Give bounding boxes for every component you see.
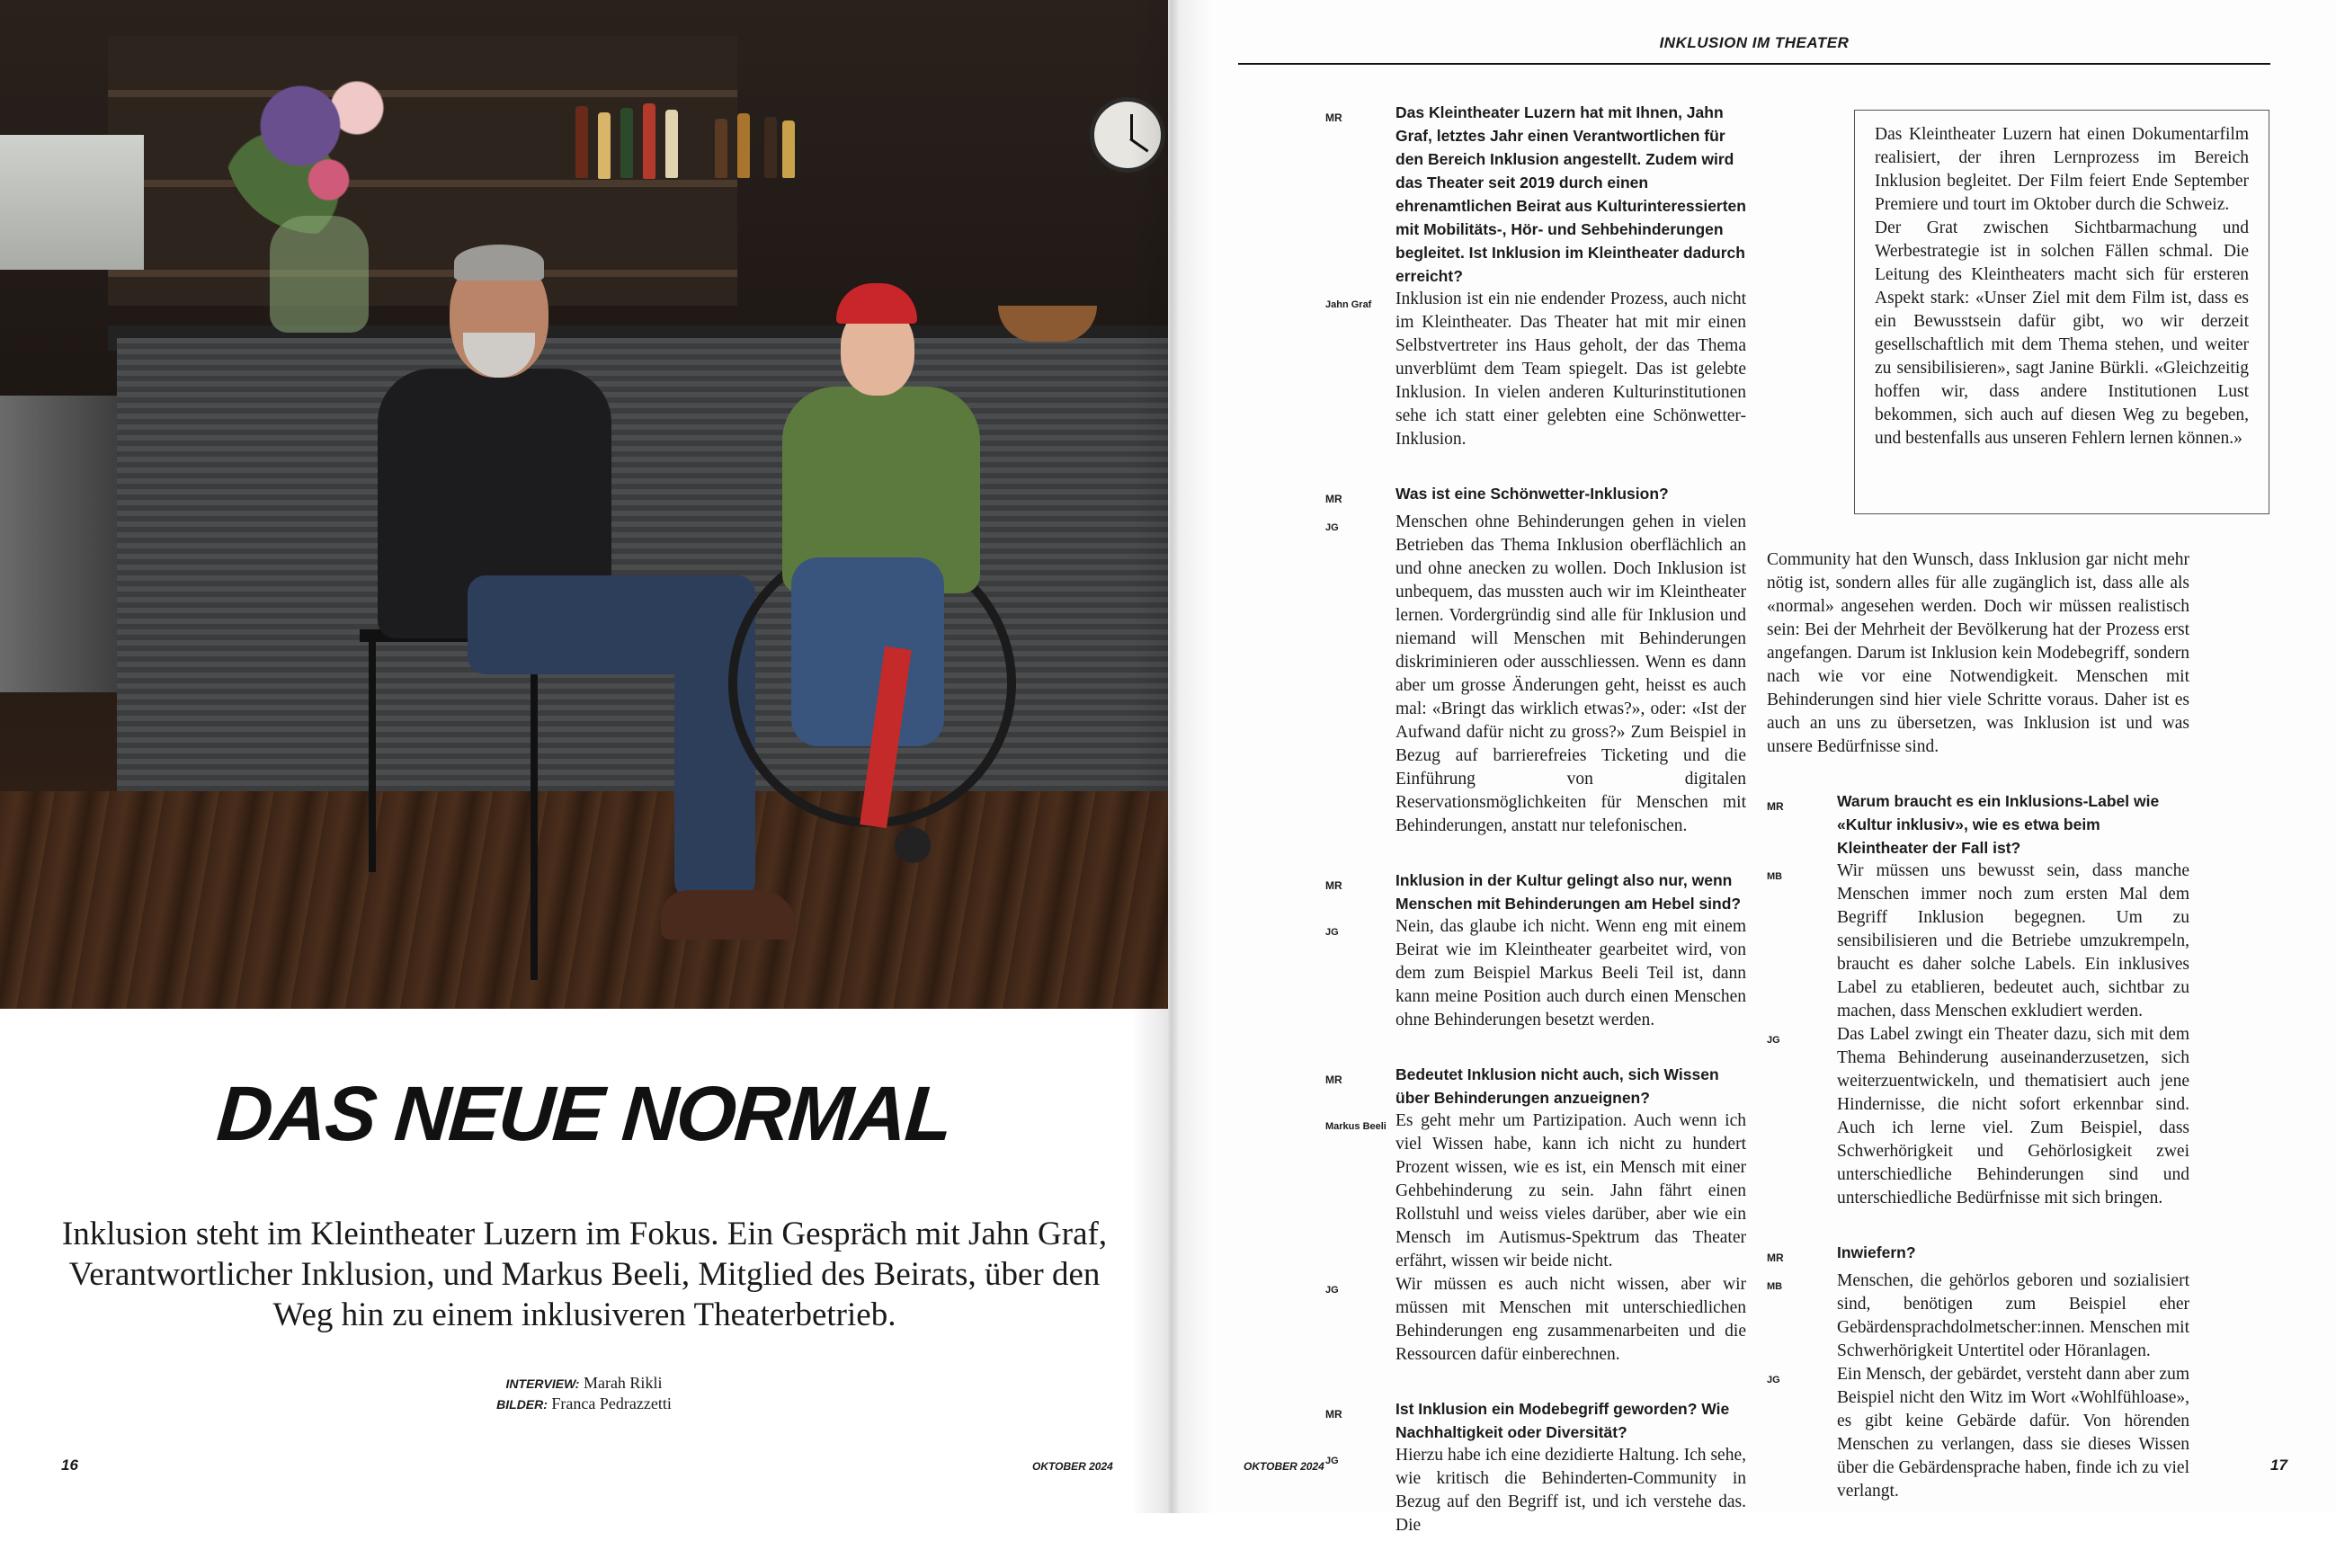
question-text: Ist Inklusion ein Modebegriff geworden? Wie Nachhaltigkeit oder Diversität? (1395, 1400, 1730, 1441)
running-head: INKLUSION IM THEATER (1659, 34, 1850, 51)
qa-block (1325, 482, 1746, 838)
interview-column-1 (1325, 101, 1746, 1568)
speaker-label: JG (1325, 1285, 1339, 1296)
question (1325, 869, 1746, 915)
qa-block (1767, 1241, 2189, 1503)
speaker-label: Jahn Graf (1325, 299, 1372, 310)
speaker-label: JG (1325, 927, 1339, 938)
speaker-label: MR (1325, 1074, 1342, 1086)
qa-block (1767, 789, 2189, 1210)
qa-block (1325, 1397, 1746, 1537)
continuation-paragraph: Community hat den Wunsch, dass Inklusion gar nicht mehr nötig ist, sondern alles für alle zugänglich ist, dass alle als «normal» angesehen werden. Doch wir müssen realistisch sein: Bei der Mehrheit der Bevölkerung hat der Prozess erst angefangen. Darum ist Inklusion kein Modebegriff, sondern nach wie vor eine Notwendigkeit. Menschen mit Behinderungen sind hier viele Schritte voraus. Daher ist es auch an uns zu übersetzen, was Inklusion ist und was unsere Bedürfnisse sind. (1767, 550, 2189, 756)
person-left-shoe (661, 890, 796, 940)
question (1767, 789, 2189, 860)
answer (1767, 1023, 2189, 1210)
speaker-label: MR (1325, 493, 1342, 505)
glass-vase (270, 216, 369, 333)
qa-block (1325, 101, 1746, 451)
answer-text: Wir müssen es auch nicht wissen, aber wir müssen mit Menschen mit unterschiedlichen Behinderungen eng zusammenarbeiten und die Ressourcen dafür einberechnen. (1395, 1275, 1746, 1364)
speaker-label: MR (1767, 1252, 1784, 1264)
answer-text: Es geht mehr um Partizipation. Auch wenn ich viel Wissen habe, kann ich nicht zu hundert Prozent wissen, wie es ist, ein Mensch mit einer Gehbehinderung zu sein. Jahn fährt einen Rollstuhl und weiss vieles darüber, aber wie ein Mensch im Autismus-Spektrum das Theater erfährt, wissen wir beide nicht. (1395, 1111, 1746, 1270)
photographer-name: Franca Pedrazzetti (551, 1394, 672, 1412)
qa-block (1325, 869, 1746, 1032)
window (0, 135, 144, 270)
page-number-right: 17 (2270, 1457, 2287, 1474)
sidebar-paragraph: Das Kleintheater Luzern hat einen Dokumentarfilm realisiert, der ihren Lernprozess im Bereich Inklusion begleitet. Der Film feiert Ende September Premiere und tourt im Oktober durch die Schweiz. (1875, 125, 2249, 214)
answer-text: Hierzu habe ich eine dezidierte Haltung. Ich sehe, wie kritisch die Behinderten-Community in Bezug auf den Begriff ist, und ich verstehe das. Die (1395, 1446, 1746, 1535)
sidebar-paragraph: Der Grat zwischen Sichtbarmachung und Werbestrategie ist in solchen Fällen schmal. Die Leitung des Kleintheaters macht sich für ersteren Aspekt stark: «Unser Ziel mit dem Film ist, dass es ein Bewusstsein dafür gibt, wo wir derzeit gesellschaftlich mit dem Thema stehen, und weiter zu sensibilisieren», sagt Janine Bürkli. «Gleichzeitig hoffen wir, dass andere Institutionen Lust bekommen, sich auch auf diesen Weg zu begeben, und bestenfalls aus unseren Fehlern lernen können.» (1875, 218, 2249, 448)
interview-label: INTERVIEW: (505, 1376, 580, 1391)
answer (1325, 1273, 1746, 1367)
question-text: Bedeutet Inklusion nicht auch, sich Wissen über Behinderungen anzueignen? (1395, 1065, 1719, 1107)
answer (1325, 511, 1746, 838)
images-label: BILDER: (496, 1397, 548, 1412)
wooden-floor (0, 791, 1169, 1009)
question (1767, 1241, 2189, 1270)
interviewer-name: Marah Rikli (583, 1374, 663, 1392)
answer-text: Wir müssen uns bewusst sein, dass manche Menschen immer noch zum ersten Mal dem Begriff Inklusion begegnen. Um zu sensibilisieren und die Betriebe umzukrempeln, braucht es daher solche Labels. Ein inklusives Label zu etablieren, bedeutet auch, sichtbar zu machen, dass Menschen exkludiert werden. (1837, 861, 2189, 1020)
red-cap (836, 283, 917, 324)
left-page (0, 0, 1168, 1513)
answer-text: Menschen ohne Behinderungen gehen in vielen Betrieben das Thema Inklusion oberflächlich an und ohne anecken zu wollen. Doch Inklusion ist unbequem, das mussten auch wir im Kleintheater lernen. Vordergründig sind alle für Inklusion und niemand will Menschen mit Behinderungen diskriminieren oder ausschliessen. Wenn es dann aber um grosse Änderungen geht, heisst es auch mal: «Bringt das wirklich etwas?», oder: «Ist der Aufwand dafür nicht zu gross?» Zum Beispiel in Bezug auf barrierefreies Ticketing und die Einführung von digitalen Reservationsmöglichkeiten für Menschen mit Behinderungen, anstatt nur telefonischen. (1395, 512, 1746, 835)
speaker-label: MB (1767, 1281, 1783, 1292)
answer (1767, 860, 2189, 1023)
bar-counter (117, 338, 1169, 806)
speaker-label: Markus Beeli (1325, 1121, 1386, 1132)
answer-text: Das Label zwingt ein Theater dazu, sich mit dem Thema Behinderung auseinanderzusetzen, sich weiterzuentwickeln, und thematisiert auch jene Hindernisse, die nicht sofort erkennbar sind. Auch ich lerne viel. Zum Beispiel, dass Schwerhörigkeit und Gehörlosigkeit zwei unterschiedliche Behinderungen sind und unterschiedliche Bedürfnisse mit sich bringen. (1837, 1025, 2189, 1207)
answer (1325, 1109, 1746, 1273)
question (1325, 1397, 1746, 1444)
credits (0, 1373, 1168, 1414)
article-headline: DAS NEUE NORMAL (214, 1071, 954, 1157)
speaker-label: MR (1325, 1408, 1342, 1421)
answer (1325, 915, 1746, 1032)
answer (1767, 1270, 2189, 1363)
speaker-label: JG (1767, 1035, 1780, 1046)
question-text: Inklusion in der Kultur gelingt also nur, wenn Menschen mit Behinderungen am Hebel sind? (1395, 871, 1742, 913)
person-right-legs (791, 557, 944, 746)
question (1325, 101, 1746, 288)
answer-text: Inklusion ist ein nie endender Prozess, auch nicht im Kleintheater. Das Theater hat mit mir einen Selbstvertreter ins Haus geholt, der das Thema unverblümt dem Team spiegelt. Das ist gelebte Inklusion. In vielen anderen Kulturinstitutionen sehe ich statt einer gelebten eine Schönwetter-Inklusion. (1395, 290, 1746, 449)
sidebar-box (1854, 110, 2269, 514)
speaker-label: MR (1325, 111, 1342, 124)
interview-photo (0, 0, 1169, 1009)
question (1325, 1063, 1746, 1109)
flower-bouquet (225, 54, 414, 234)
answer-text: Menschen, die gehörlos geboren und sozialisiert sind, benötigen zum Beispiel eher Gebärdensprachdolmetscher:innen. Menschen mit Schwerhörigkeit Untertitel oder Höranlagen. (1837, 1271, 2189, 1360)
answer-text: Nein, das glaube ich nicht. Wenn eng mit einem Beirat wie im Kleintheater gearbeitet wird, von dem zum Beispiel Markus Beeli Teil ist, dann kann meine Position auch durch einen Menschen ohne Behinderungen besetzt werden. (1395, 917, 1746, 1029)
speaker-label: JG (1325, 522, 1339, 533)
issue-left: OKTOBER 2024 (1032, 1460, 1113, 1473)
page-number-left: 16 (61, 1457, 78, 1474)
question-text: Inwiefern? (1837, 1243, 1916, 1261)
speaker-label: JG (1325, 1456, 1339, 1466)
speaker-label: JG (1767, 1375, 1780, 1385)
question (1325, 482, 1746, 511)
answer-text: Ein Mensch, der gebärdet, versteht dann aber zum Beispiel nicht den Witz im Wort «Wohlfühloase», es gibt keine Gebärde dafür. Von hörenden Menschen zu verlangen, dass sie dieses Wissen über die Gebärdensprache haben, finde ich zu viel verlangt. (1837, 1365, 2189, 1501)
qa-block (1325, 1063, 1746, 1367)
answer (1767, 1363, 2189, 1503)
header-rule (1238, 63, 2270, 65)
question-text: Warum braucht es ein Inklusions-Label wie «Kultur inklusiv», wie es etwa beim Kleintheater der Fall ist? (1837, 792, 2160, 857)
issue-right: OKTOBER 2024 (1244, 1460, 1324, 1473)
interview-column-2 (1767, 548, 2189, 1534)
question-text: Das Kleintheater Luzern hat mit Ihnen, Jahn Graf, letztes Jahr einen Verantwortlichen für den Bereich Inklusion angestellt. Zudem wird das Theater seit 2019 durch einen ehrenamtlichen Beirat aus Kulturinteressierten mit Mobilitäts-, Hör- und Sehbehinderungen begleitet. Ist Inklusion im Kleintheater dadurch erreicht? (1395, 103, 1746, 285)
question-text: Was ist eine Schönwetter-Inklusion? (1395, 485, 1669, 503)
answer (1325, 288, 1746, 451)
speaker-label: MR (1767, 800, 1784, 813)
wall-clock (1090, 97, 1165, 173)
answer (1325, 1444, 1746, 1537)
fridge (0, 396, 117, 692)
speaker-label: MB (1767, 871, 1783, 882)
article-lead: Inklusion steht im Kleintheater Luzern im Fokus. Ein Gespräch mit Jahn Graf, Verantwortlicher Inklusion, und Markus Beeli, Mitglied des Beirats, über den Weg hin zu einem inklusiveren Theaterbetrieb. (61, 1216, 1108, 1333)
speaker-label: MR (1325, 879, 1342, 892)
